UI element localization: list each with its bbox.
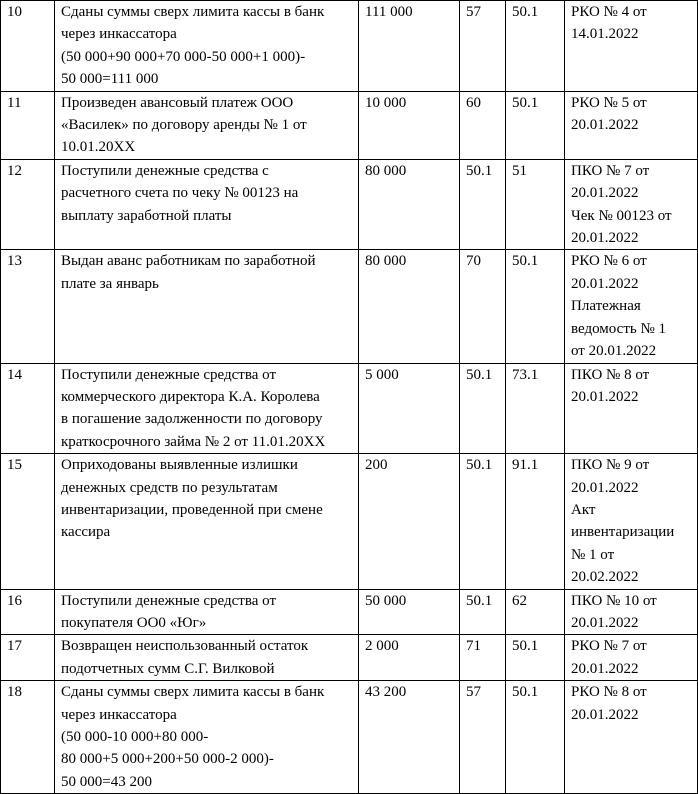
document-line: ПКО № 7 от: [571, 162, 650, 179]
table-body: [1, 1, 698, 794]
row-number-cell: 15: [1, 454, 55, 589]
document-cell: [565, 91, 698, 159]
debit-account-cell: 70: [460, 250, 506, 363]
row-number-cell: 12: [1, 159, 55, 250]
operation-description-cell: [55, 250, 359, 363]
credit-account-cell: 73.1: [506, 363, 565, 454]
amount-cell: 50 000: [359, 589, 460, 635]
operation-description-line: через инкассатора: [61, 706, 177, 723]
table-row: [1, 635, 698, 681]
operation-description-line: краткосрочного займа № 2 от 11.01.20ХХ: [61, 433, 326, 450]
debit-account-cell: 60: [460, 91, 506, 159]
credit-account-cell: 51: [506, 159, 565, 250]
amount-cell: 43 200: [359, 681, 460, 794]
document-line: 20.01.2022: [571, 660, 639, 677]
table-row: [1, 363, 698, 454]
table-row: [1, 454, 698, 589]
credit-account-cell: 91.1: [506, 454, 565, 589]
document-line: ПКО № 8 от: [571, 366, 650, 383]
document-cell: [565, 681, 698, 794]
document-line: от 20.01.2022: [571, 343, 657, 360]
credit-account-cell: 62: [506, 589, 565, 635]
debit-account-cell: 50.1: [460, 589, 506, 635]
document-line: 20.01.2022: [571, 185, 639, 202]
operation-description-line: Выдан аванс работникам по заработной: [61, 253, 316, 270]
operation-description-line: Поступили денежные средства с: [61, 162, 269, 179]
row-number-cell: 13: [1, 250, 55, 363]
document-line: 20.01.2022: [571, 614, 639, 631]
debit-account-cell: 71: [460, 635, 506, 681]
operation-description-line: (50 000-10 000+80 000-: [61, 729, 209, 745]
operation-description-line: 10.01.20ХХ: [61, 139, 136, 156]
credit-account-cell: 50.1: [506, 250, 565, 363]
document-line: Платежная: [571, 298, 641, 315]
document-cell: [565, 250, 698, 363]
table-row: [1, 91, 698, 159]
document-line: РКО № 8 от: [571, 684, 647, 701]
operation-description-line: Возвращен неиспользованный остаток: [61, 638, 309, 655]
operation-description-line: Сданы суммы сверх лимита кассы в банк: [61, 684, 325, 701]
debit-account-cell: 57: [460, 681, 506, 794]
amount-cell: 111 000: [359, 1, 460, 92]
operation-description-line: Оприходованы выявленные излишки: [61, 457, 298, 474]
operation-description-line: «Василек» по договору аренды № 1 от: [61, 117, 307, 134]
document-line: РКО № 5 от: [571, 94, 647, 111]
amount-cell: 2 000: [359, 635, 460, 681]
document-cell: [565, 589, 698, 635]
document-line: ведомость № 1: [571, 320, 667, 337]
debit-account-cell: 50.1: [460, 454, 506, 589]
operation-description-line: выплату заработной платы: [61, 207, 232, 224]
operation-description-line: Произведен авансовый платеж ООО: [61, 94, 294, 111]
document-line: инвентаризации: [571, 524, 675, 541]
operation-description-line: в погашение задолженности по договору: [61, 411, 323, 428]
document-cell: [565, 159, 698, 250]
operation-description-line: Сданы суммы сверх лимита кассы в банк: [61, 4, 325, 20]
debit-account-cell: 57: [460, 1, 506, 92]
operation-description-line: инвентаризации, проведенной при смене: [61, 501, 323, 518]
document-line: РКО № 6 от: [571, 253, 647, 270]
table-row: [1, 1, 698, 92]
document-cell: [565, 1, 698, 92]
document-cell: [565, 454, 698, 589]
row-number-cell: 11: [1, 91, 55, 159]
document-cell: [565, 635, 698, 681]
operation-description-line: плате за январь: [61, 275, 159, 292]
document-cell: [565, 363, 698, 454]
document-line: ПКО № 10 от: [571, 592, 657, 609]
operation-description-cell: [55, 1, 359, 92]
row-number-cell: 10: [1, 1, 55, 92]
document-line: Чек № 00123 от: [571, 207, 672, 224]
operation-description-line: через инкассатора: [61, 26, 177, 43]
document-line: РКО № 7 от: [571, 638, 647, 655]
row-number-cell: 17: [1, 635, 55, 681]
operation-description-line: денежных средств по результатам: [61, 479, 278, 496]
amount-cell: 80 000: [359, 250, 460, 363]
amount-cell: 80 000: [359, 159, 460, 250]
debit-account-cell: 50.1: [460, 363, 506, 454]
document-line: 20.01.2022: [571, 117, 639, 134]
document-line: 20.01.2022: [571, 388, 639, 405]
amount-cell: 10 000: [359, 91, 460, 159]
operation-description-line: Поступили денежные средства от: [61, 366, 277, 383]
operation-description-line: (50 000+90 000+70 000-50 000+1 000)-: [61, 48, 306, 65]
table-row: [1, 681, 698, 794]
credit-account-cell: 50.1: [506, 1, 565, 92]
document-line: № 1 от: [571, 546, 615, 563]
document-line: 20.01.2022: [571, 275, 639, 292]
operation-description-cell: [55, 589, 359, 635]
document-line: ПКО № 9 от: [571, 457, 650, 474]
credit-account-cell: 50.1: [506, 635, 565, 681]
operation-description-cell: [55, 363, 359, 454]
operation-description-line: Поступили денежные средства от: [61, 592, 277, 609]
table-row: [1, 250, 698, 363]
operation-description-line: расчетного счета по чеку № 00123 на: [61, 185, 299, 202]
operation-description-cell: [55, 681, 359, 794]
operation-description-line: 80 000+5 000+200+50 000-2 000)-: [61, 751, 274, 768]
operation-description-cell: [55, 91, 359, 159]
operation-description-line: покупателя ОО0 «Юг»: [61, 614, 207, 631]
table-row: [1, 589, 698, 635]
operation-description-cell: [55, 635, 359, 681]
operation-description-line: коммерческого директора К.А. Королева: [61, 388, 320, 405]
operation-description-cell: [55, 454, 359, 589]
credit-account-cell: 50.1: [506, 91, 565, 159]
row-number-cell: 14: [1, 363, 55, 454]
operation-description-line: 50 000=111 000: [61, 71, 159, 88]
operation-description-line: подотчетных сумм С.Г. Вилковой: [61, 660, 275, 677]
table-row: [1, 159, 698, 250]
row-number-cell: 18: [1, 681, 55, 794]
document-line: 20.01.2022: [571, 230, 639, 247]
document-line: 20.02.2022: [571, 569, 639, 586]
document-line: 20.01.2022: [571, 706, 639, 723]
amount-cell: 200: [359, 454, 460, 589]
operation-description-line: кассира: [61, 524, 111, 541]
amount-cell: 5 000: [359, 363, 460, 454]
document-line: 20.01.2022: [571, 479, 639, 496]
row-number-cell: 16: [1, 589, 55, 635]
document-line: РКО № 4 от: [571, 4, 647, 20]
document-line: 14.01.2022: [571, 26, 639, 43]
debit-account-cell: 50.1: [460, 159, 506, 250]
operation-description-line: 50 000=43 200: [61, 773, 152, 790]
credit-account-cell: 50.1: [506, 681, 565, 794]
document-line: Акт: [571, 501, 596, 518]
operation-description-cell: [55, 159, 359, 250]
